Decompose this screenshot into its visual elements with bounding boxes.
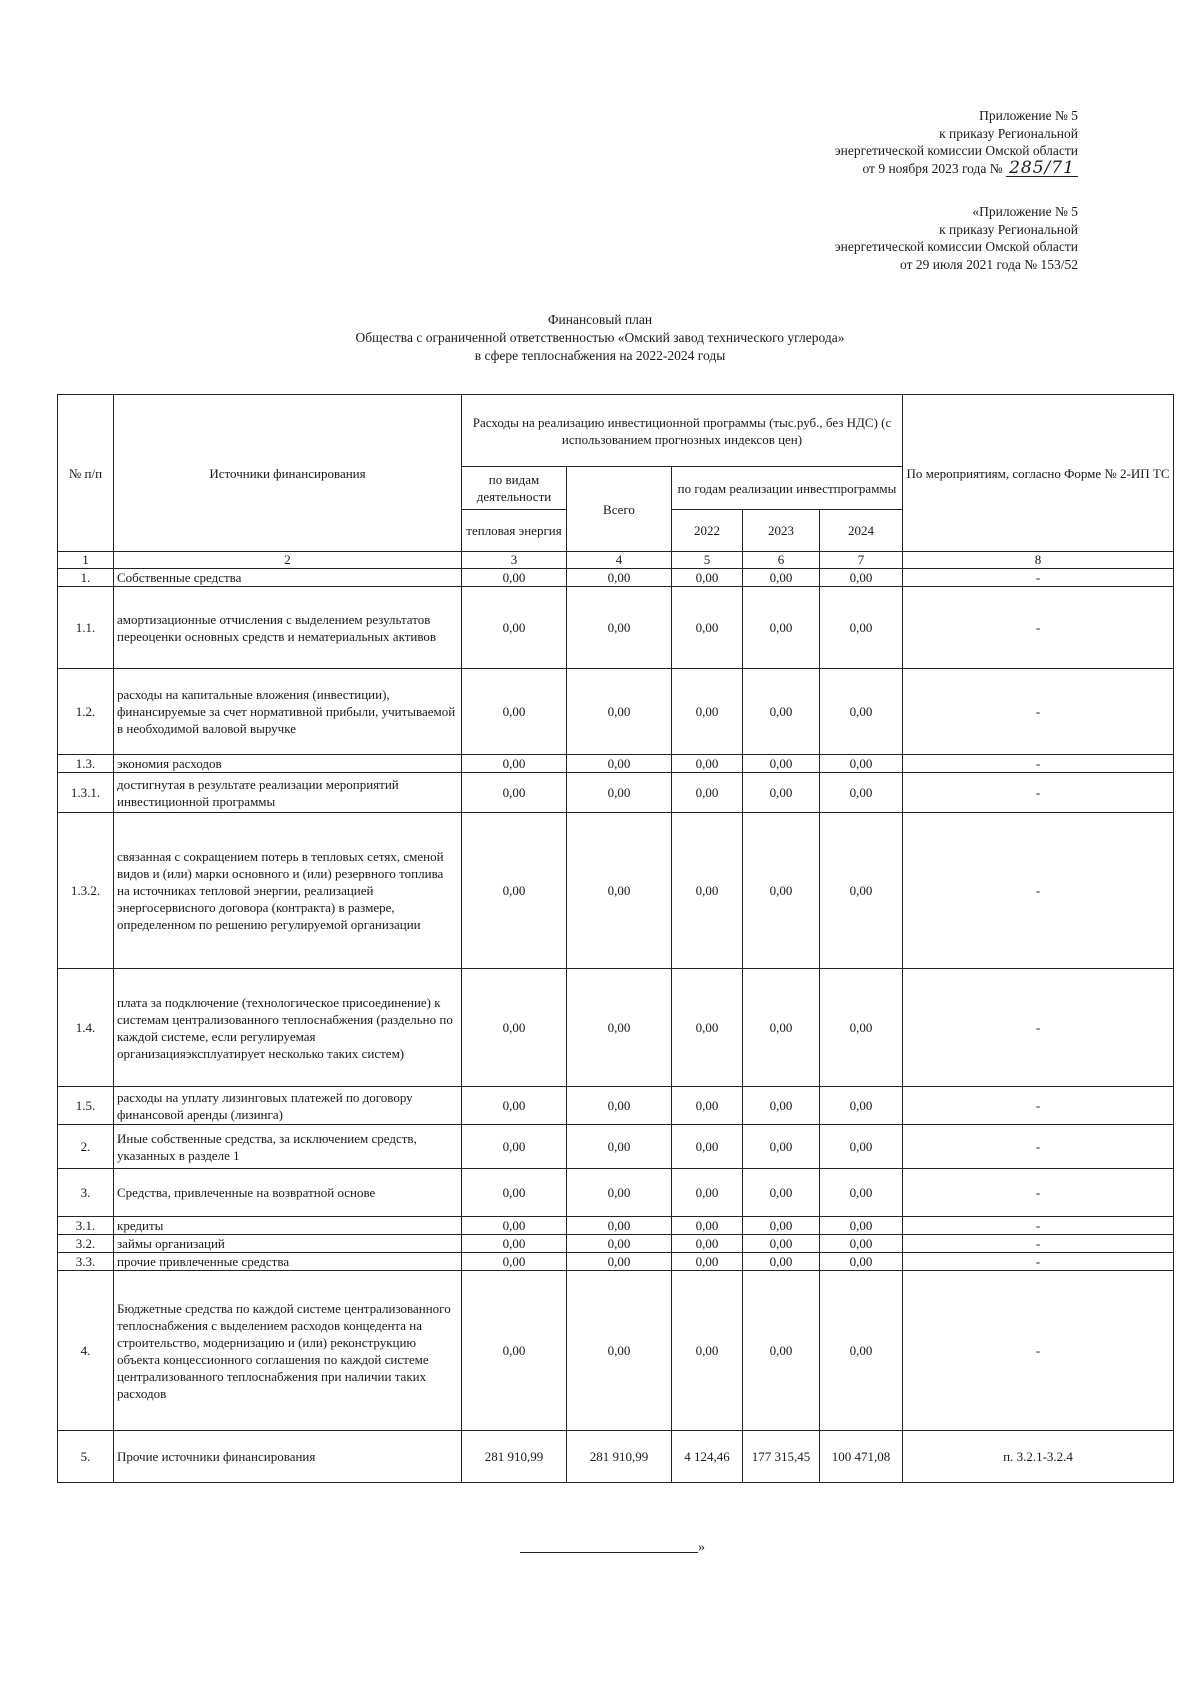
row-value: 0,00 [672,1253,743,1271]
row-form-reference: - [903,1217,1174,1235]
header-by-activity: по видам деятельности [462,467,567,510]
row-value: 0,00 [672,1087,743,1125]
row-value: 0,00 [672,813,743,969]
row-value: 0,00 [820,1271,903,1431]
table-row [58,813,1174,969]
column-index-row [58,552,1174,569]
row-source-name: Иные собственные средства, за исключением средств, указанных в разделе 1 [114,1125,462,1169]
row-source-name: экономия расходов [114,755,462,773]
row-value: 0,00 [743,1125,820,1169]
row-value: 0,00 [462,669,567,755]
row-value: 0,00 [820,1087,903,1125]
row-value: 0,00 [567,669,672,755]
row-value: 0,00 [462,1087,567,1125]
financial-plan-table [57,394,1174,1483]
title-line: Общества с ограниченной ответственностью «Омский завод технического углерода» [355,330,845,345]
row-number: 1.4. [58,969,114,1087]
row-form-reference: - [903,773,1174,813]
row-number: 4. [58,1271,114,1431]
handwritten-order-number: 285/71 [1006,160,1078,177]
row-source-name: кредиты [114,1217,462,1235]
row-value: 0,00 [567,1271,672,1431]
row-source-name: связанная с сокращением потерь в тепловых сетях, сменой видов и (или) марки основного и (или) резервного топлива на источниках тепловой энергии, реализацией энергосервисного договора (контракта) в размере, определенном по решению регулируемой организации [114,813,462,969]
row-value: 0,00 [672,773,743,813]
row-form-reference: - [903,1253,1174,1271]
row-value: 0,00 [820,773,903,813]
row-value: 0,00 [743,1087,820,1125]
table-row [58,1125,1174,1169]
row-value: 0,00 [820,669,903,755]
row-value: 0,00 [462,969,567,1087]
row-value: 0,00 [567,569,672,587]
row-value: 0,00 [672,587,743,669]
row-number: 3.1. [58,1217,114,1235]
table-row [58,587,1174,669]
row-value: 0,00 [820,1169,903,1217]
row-source-name: плата за подключение (технологическое присоединение) к системам централизованного теплоснабжения (раздельно по каждой системе, если регулируемая организацияэксплуатирует несколько таких систем) [114,969,462,1087]
row-value: 0,00 [743,1235,820,1253]
row-source-name: займы организаций [114,1235,462,1253]
row-value: 0,00 [462,755,567,773]
signature-underline [520,1542,698,1553]
annex-header-current [835,107,1078,177]
row-value: 0,00 [462,1169,567,1217]
header-year-2022: 2022 [672,510,743,552]
row-value: 0,00 [743,1253,820,1271]
row-source-name: амортизационные отчисления с выделением результатов переоценки основных средств и нематериальных активов [114,587,462,669]
header-year-2023: 2023 [743,510,820,552]
row-value: 0,00 [462,1125,567,1169]
table-row [58,755,1174,773]
row-value: 0,00 [820,1125,903,1169]
row-form-reference: - [903,669,1174,755]
header-heat-energy: тепловая энергия [462,510,567,552]
row-value: 0,00 [820,969,903,1087]
row-source-name: прочие привлеченные средства [114,1253,462,1271]
row-form-reference: - [903,1087,1174,1125]
row-form-reference: - [903,1235,1174,1253]
row-value: 4 124,46 [672,1431,743,1483]
header-num: № п/п [58,395,114,552]
row-value: 0,00 [743,813,820,969]
row-value: 0,00 [462,813,567,969]
row-value: 0,00 [672,969,743,1087]
row-value: 0,00 [567,1217,672,1235]
row-value: 0,00 [672,569,743,587]
title-line: в сфере теплоснабжения на 2022-2024 годы [474,348,726,363]
annex-line: к приказу Региональной [939,221,1078,237]
row-value: 0,00 [462,773,567,813]
row-value: 0,00 [567,587,672,669]
row-value: 0,00 [567,755,672,773]
document-title [0,311,1200,365]
row-value: 0,00 [820,569,903,587]
header-total: Всего [567,467,672,552]
row-number: 1.3. [58,755,114,773]
table-row [58,1087,1174,1125]
row-value: 0,00 [820,1235,903,1253]
table-row [58,1235,1174,1253]
title-line: Финансовый план [547,312,653,327]
annex-line: энергетической комиссии Омской области [834,239,1078,254]
row-form-reference: - [903,1169,1174,1217]
row-number: 1.3.1. [58,773,114,813]
row-value: 0,00 [743,669,820,755]
row-source-name: Прочие источники финансирования [114,1431,462,1483]
row-value: 0,00 [743,969,820,1087]
row-number: 3. [58,1169,114,1217]
column-index: 1 [58,552,114,569]
annex-header-previous [835,203,1078,273]
row-value: 0,00 [820,1217,903,1235]
row-value: 0,00 [567,773,672,813]
row-form-reference: - [903,1125,1174,1169]
row-value: 0,00 [567,1253,672,1271]
row-value: 0,00 [567,969,672,1087]
closing-quote: » [698,1540,705,1555]
column-index: 3 [462,552,567,569]
row-value: 0,00 [567,813,672,969]
row-value: 0,00 [462,587,567,669]
row-value: 0,00 [743,1169,820,1217]
table-row [58,569,1174,587]
row-value: 281 910,99 [567,1431,672,1483]
row-value: 0,00 [743,773,820,813]
row-value: 0,00 [820,755,903,773]
row-value: 0,00 [743,755,820,773]
row-source-name: расходы на уплату лизинговых платежей по договору финансовой аренды (лизинга) [114,1087,462,1125]
table-row [58,1169,1174,1217]
row-form-reference: - [903,755,1174,773]
annex-line: от 29 июля 2021 года № 153/52 [900,256,1078,272]
row-value: 0,00 [567,1235,672,1253]
row-source-name: Собственные средства [114,569,462,587]
row-value: 0,00 [462,1253,567,1271]
row-value: 100 471,08 [820,1431,903,1483]
row-value: 0,00 [567,1169,672,1217]
table-row [58,669,1174,755]
table-row [58,1271,1174,1431]
row-form-reference: - [903,1271,1174,1431]
row-number: 5. [58,1431,114,1483]
row-number: 3.3. [58,1253,114,1271]
column-index: 2 [114,552,462,569]
row-source-name: расходы на капитальные вложения (инвестиции), финансируемые за счет нормативной прибыли, учитываемой в необходимой валовой выручке [114,669,462,755]
row-value: 0,00 [672,1235,743,1253]
row-value: 0,00 [743,587,820,669]
row-source-name: достигнутая в результате реализации мероприятий инвестиционной программы [114,773,462,813]
row-number: 2. [58,1125,114,1169]
row-source-name: Средства, привлеченные на возвратной основе [114,1169,462,1217]
row-value: 0,00 [672,755,743,773]
column-index: 6 [743,552,820,569]
row-value: 0,00 [462,569,567,587]
table-row [58,1217,1174,1235]
row-form-reference: - [903,813,1174,969]
header-source: Источники финансирования [114,395,462,552]
row-value: 0,00 [743,1271,820,1431]
header-year-2024: 2024 [820,510,903,552]
row-value: 0,00 [672,1125,743,1169]
row-value: 0,00 [743,569,820,587]
row-value: 0,00 [462,1271,567,1431]
row-value: 0,00 [820,1253,903,1271]
row-value: 0,00 [743,1217,820,1235]
row-value: 177 315,45 [743,1431,820,1483]
table-row [58,1431,1174,1483]
row-value: 0,00 [462,1217,567,1235]
column-index: 5 [672,552,743,569]
table-row [58,969,1174,1087]
row-number: 1. [58,569,114,587]
column-index: 7 [820,552,903,569]
row-value: 0,00 [672,669,743,755]
row-value: 0,00 [820,587,903,669]
header-by-years: по годам реализации инвестпрограммы [672,467,903,510]
row-value: 0,00 [672,1169,743,1217]
row-form-reference: п. 3.2.1-3.2.4 [903,1431,1174,1483]
annex-line: энергетической комиссии Омской области [834,143,1078,158]
row-form-reference: - [903,969,1174,1087]
column-index: 4 [567,552,672,569]
row-value: 0,00 [672,1217,743,1235]
row-value: 0,00 [567,1125,672,1169]
annex-line: «Приложение № 5 [972,204,1078,219]
row-value: 0,00 [567,1087,672,1125]
annex-line: к приказу Региональной [939,125,1078,141]
annex-date-line [835,157,1078,178]
row-value: 0,00 [820,813,903,969]
row-number: 1.5. [58,1087,114,1125]
row-number: 3.2. [58,1235,114,1253]
row-number: 1.1. [58,587,114,669]
row-value: 0,00 [462,1235,567,1253]
header-form: По мероприятиям, согласно Форме № 2-ИП ТС [903,395,1174,552]
table-row [58,773,1174,813]
table-row [58,1253,1174,1271]
header-expenses: Расходы на реализацию инвестиционной программы (тыс.руб., без НДС) (с использованием прогнозных индексов цен) [462,395,903,467]
row-number: 1.3.2. [58,813,114,969]
row-value: 0,00 [672,1271,743,1431]
annex-line: Приложение № 5 [979,108,1078,123]
row-source-name: Бюджетные средства по каждой системе централизованного теплоснабжения с выделением расходов концедента на строительство, модернизацию и (или) реконструкцию объекта концессионного соглашения по каждой системе централизованного теплоснабжения при наличии таких расходов [114,1271,462,1431]
row-form-reference: - [903,569,1174,587]
row-number: 1.2. [58,669,114,755]
row-value: 281 910,99 [462,1431,567,1483]
column-index: 8 [903,552,1174,569]
closing-line [520,1540,705,1556]
annex-date-prefix: от 9 ноября 2023 года № [862,160,1003,176]
row-form-reference: - [903,587,1174,669]
